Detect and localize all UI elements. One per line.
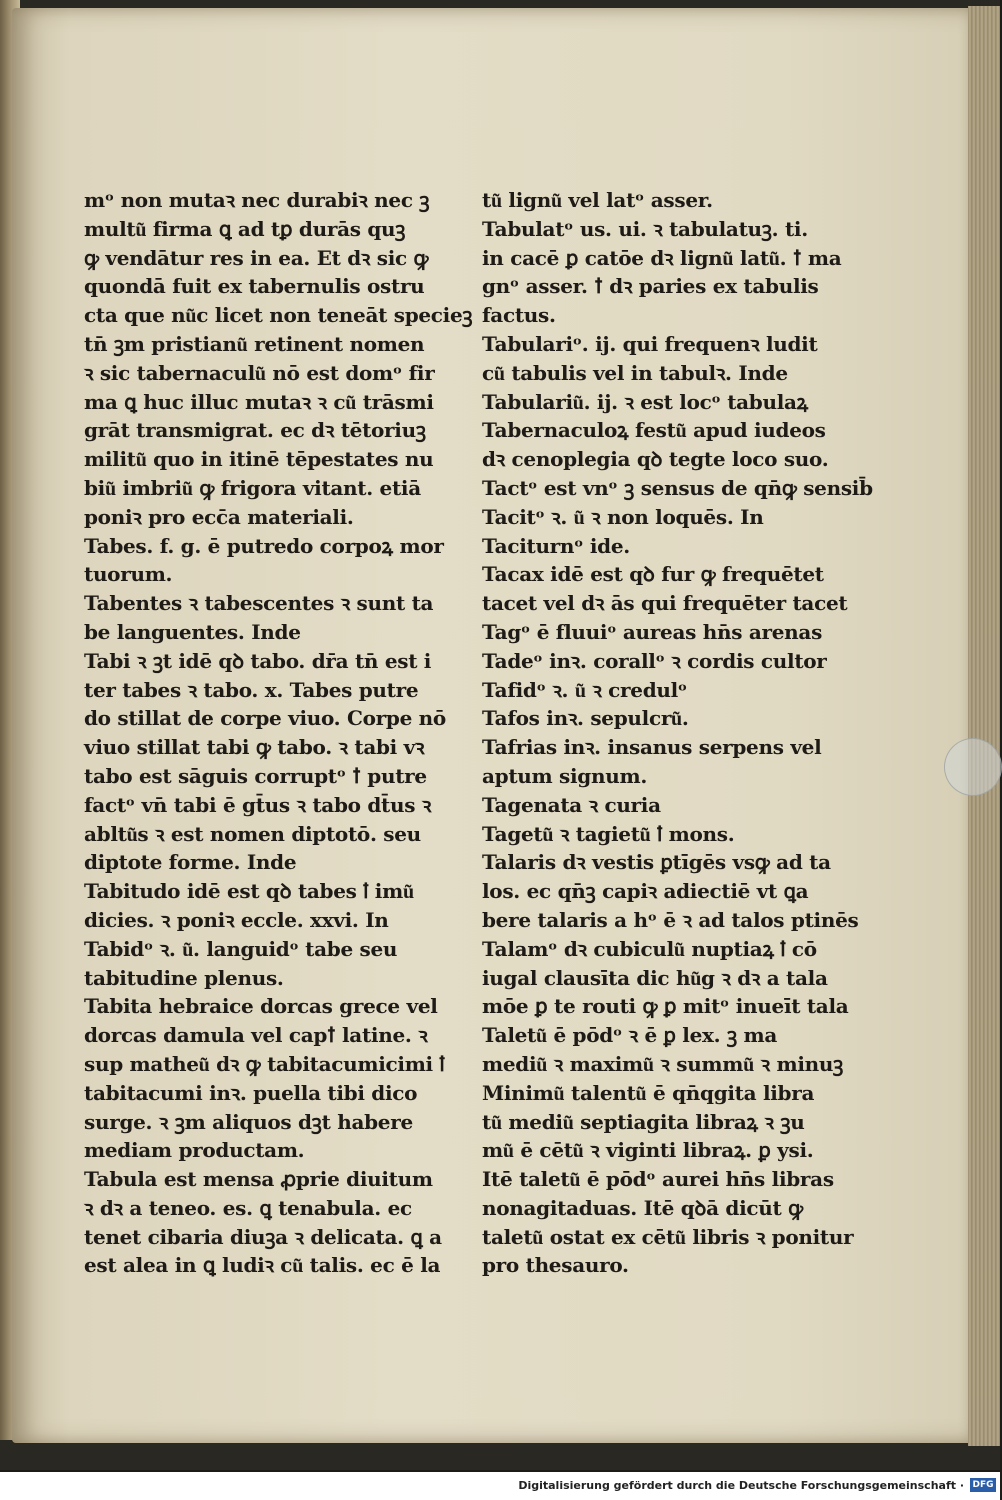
text-line: ꝙ vendātur res in ea. Et dꝛ sic ꝙ: [84, 245, 429, 270]
text-line: Tabernaculoꝝ festu͂ apud iudeos: [482, 418, 826, 443]
text-line: Tagᵒ ē fluuiᵒ aureas hn̄s arenas: [482, 619, 823, 644]
text-line: Tafos inꝛ. sepulcru͂.: [482, 706, 689, 731]
text-line: tu͂ lignu͂ vel latᵒ asser.: [482, 188, 713, 212]
text-line: tuorum.: [84, 562, 173, 587]
text-line: poniꝛ pro ecc̄a materiali.: [84, 504, 354, 529]
text-line: iugal clausīta dic hu͂g ꝛ dꝛ a tala: [482, 965, 828, 990]
text-line: mediu͂ ꝛ maximu͂ ꝛ summu͂ ꝛ minuꝫ: [482, 1051, 844, 1076]
text-line: Tadeᵒ inꝛ. corallᵒ ꝛ cordis cultor: [482, 648, 827, 673]
text-line: Tabentes ꝛ tabescentes ꝛ sunt ta: [84, 591, 434, 616]
text-line: Tacax idē est qꝺ fur ꝙ frequētet: [482, 562, 824, 587]
text-line: Talamᵒ dꝛ cubiculu͂ nuptiaꝝ ꝉ cō: [482, 936, 817, 961]
dfg-logo: DFG: [970, 1478, 996, 1492]
text-line: Tagenata ꝛ curia: [482, 792, 661, 817]
text-line: in cacē ꝑ catōe dꝛ lignu͂ latu͂. ꝉ ma: [482, 245, 842, 270]
text-line: tu͂ mediu͂ septiagita libraꝝ ꝛ ꝫu: [482, 1109, 805, 1134]
text-line: mᵒ non mutaꝛ nec durabiꝛ nec ꝫ: [84, 188, 430, 212]
text-line: dꝛ cenoplegia qꝺ tegte loco suo.: [482, 447, 829, 472]
text-line: ter tabes ꝛ tabo. x. Tabes putre: [84, 677, 419, 702]
text-line: militu͂ quo in itinē tēpestates nu: [84, 447, 434, 472]
text-line: Tabes. f. g. ē putredo corpoꝝ mor: [84, 533, 444, 558]
text-line: ma ꝗ huc illuc mutaꝛ ꝛ cu͂ trāsmi: [84, 389, 434, 414]
text-line: mōe ꝑ te routi ꝙ ꝑ mitᵒ inueīt tala: [482, 994, 849, 1019]
text-line: Itē taletu͂ ē pōdᵒ aurei hn̄s libras: [482, 1167, 834, 1192]
text-line: los. ec qn̄ꝫ capiꝛ adiectiē vt ꝗa: [482, 879, 809, 904]
text-line: dicies. ꝛ poniꝛ eccle. xxvi. In: [84, 907, 389, 932]
text-line: gnᵒ asser. ꝉ dꝛ paries ex tabulis: [482, 274, 819, 299]
text-line: Tabulatᵒ us. ui. ꝛ tabulatuꝫ. ti.: [482, 216, 808, 241]
text-line: Taciturnᵒ ide.: [482, 533, 630, 558]
text-line: taletu͂ ostat ex cētu͂ libris ꝛ ponitur: [482, 1224, 854, 1249]
text-line: abltu͂s ꝛ est nomen diptotō. seu: [84, 821, 421, 846]
text-line: Tagetu͂ ꝛ tagietu͂ ꝉ mons.: [482, 821, 735, 846]
text-line: ꝛ dꝛ a teneo. es. ꝗ tenabula. ec: [84, 1195, 412, 1220]
funding-credit: Digitalisierung gefördert durch die Deutsche Forschungsgemeinschaft ·: [518, 1479, 964, 1492]
text-column-right: [482, 186, 873, 1280]
text-line: Tabi ꝛ ꝫt idē qꝺ tabo. dr̄a tn̄ est i: [84, 648, 432, 673]
text-column-left: [84, 186, 473, 1280]
text-line: Tafrias inꝛ. insanus serpens vel: [482, 735, 822, 760]
text-line: quondā fuit ex tabernulis ostru: [84, 274, 425, 299]
footer-bar: [0, 1472, 1000, 1500]
text-line: tabitudine plenus.: [84, 965, 284, 990]
text-line: factus.: [482, 303, 556, 328]
text-line: factᵒ vn̄ tabi ē gt̄us ꝛ tabo dt̄us ꝛ: [84, 792, 432, 817]
text-line: tacet vel dꝛ ās qui frequēter tacet: [482, 591, 848, 616]
text-line: ꝛ sic tabernaculu͂ nō est domᵒ fir: [84, 360, 435, 385]
text-line: biu͂ imbriu͂ ꝙ frigora vitant. etiā: [84, 475, 421, 500]
text-line: grāt transmigrat. ec dꝛ tētoriuꝫ: [84, 418, 426, 443]
page-tab-clip: [944, 738, 1002, 796]
text-line: mediam productam.: [84, 1138, 305, 1163]
text-line: Tabitudo idē est qꝺ tabes ꝉ imu͂: [84, 879, 414, 904]
text-line: Tafidᵒ ꝛ. u͂ ꝛ credulᵒ: [482, 677, 687, 702]
text-line: dorcas damula vel capꝉ latine. ꝛ: [84, 1023, 428, 1048]
text-line: do stillat de corpe viuo. Corpe nō: [84, 706, 446, 731]
text-line: Tabidᵒ ꝛ. u͂. languidᵒ tabe seu: [84, 936, 398, 961]
text-line: bere talaris a hᵒ ē ꝛ ad talos ptinēs: [482, 907, 859, 932]
text-line: surge. ꝛ ꝫm aliquos dꝫt habere: [84, 1109, 413, 1134]
text-line: Taletu͂ ē pōdᵒ ꝛ ē ꝑ lex. ꝫ ma: [482, 1023, 778, 1048]
text-line: Tabulariᵒ. ij. qui frequenꝛ ludit: [482, 331, 818, 356]
text-line: aptum signum.: [482, 763, 647, 788]
text-line: nonagitaduas. Itē qꝺā dicūt ꝙ: [482, 1195, 803, 1220]
text-line: viuo stillat tabi ꝙ tabo. ꝛ tabi vꝛ: [84, 735, 425, 760]
text-line: Tactᵒ est vnᵒ ꝫ sensus de qn̄ꝙ sensib̄: [482, 475, 873, 500]
text-line: tabitacumi inꝛ. puella tibi dico: [84, 1080, 418, 1105]
page-fore-edge: [968, 6, 1000, 1446]
text-line: Tabula est mensa ꝓprie diuitum: [84, 1167, 433, 1192]
text-line: est alea in ꝗ ludiꝛ cu͂ talis. ec ē la: [84, 1253, 441, 1278]
text-line: tabo est sāguis corruptᵒ ꝉ putre: [84, 763, 427, 788]
text-line: Tabita hebraice dorcas grece vel: [84, 994, 438, 1019]
text-line: cta que nu͂c licet non teneāt specieꝫ: [84, 303, 473, 328]
text-line: mu͂ ē cētu͂ ꝛ viginti libraꝝ. ꝑ ysi.: [482, 1138, 814, 1163]
text-line: be languentes. Inde: [84, 619, 301, 644]
text-line: Talaris dꝛ vestis ꝑtīgēs vsꝙ ad ta: [482, 850, 831, 875]
text-line: Tabulariu͂. ij. ꝛ est locᵒ tabulaꝝ: [482, 389, 808, 414]
text-line: sup matheu͂ dꝛ ꝙ tabitacumicimi ꝉ: [84, 1051, 445, 1076]
text-line: multu͂ firma ꝗ ad tꝑ durās quꝫ: [84, 216, 406, 241]
text-line: diptote forme. Inde: [84, 850, 297, 875]
text-line: tn̄ ꝫm pristianu͂ retinent nomen: [84, 331, 425, 356]
text-line: cu͂ tabulis vel in tabulꝛ. Inde: [482, 360, 788, 385]
text-line: Tacitᵒ ꝛ. u͂ ꝛ non loquēs. In: [482, 504, 764, 529]
text-line: Minimu͂ talentu͂ ē qn̄qgita libra: [482, 1080, 815, 1105]
text-line: tenet cibaria diuꝫa ꝛ delicata. ꝗ a: [84, 1224, 442, 1249]
text-line: pro thesauro.: [482, 1253, 629, 1278]
